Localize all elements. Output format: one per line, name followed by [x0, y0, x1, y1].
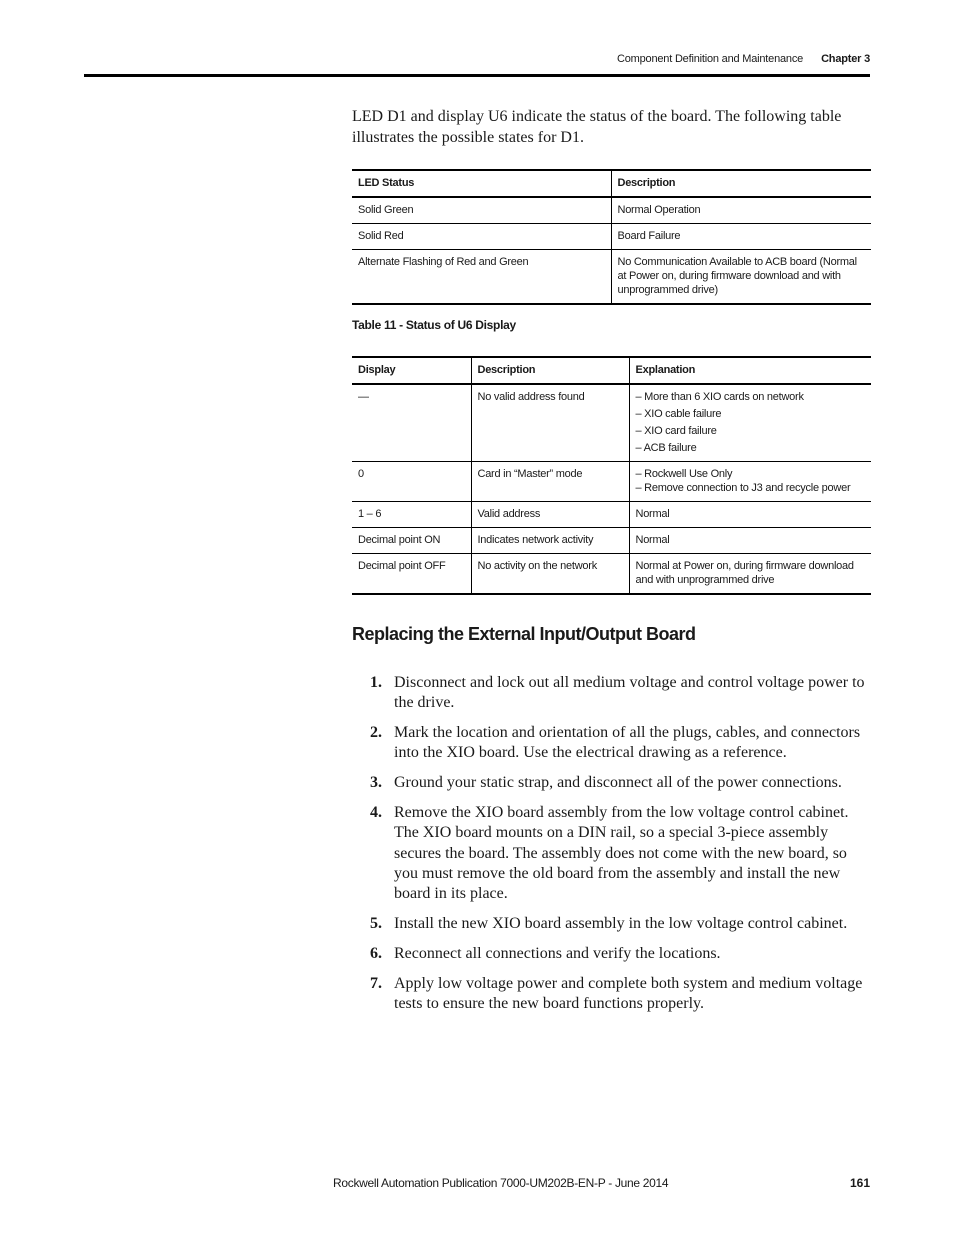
- table-row: [352, 384, 871, 462]
- step-number: 1.: [370, 674, 382, 691]
- description-cell: No valid address found: [471, 384, 629, 462]
- description-cell: Valid address: [471, 502, 629, 528]
- step-text: Install the new XIO board assembly in the low voltage control cabinet.: [394, 914, 848, 932]
- explanation-cell: Normal: [629, 502, 871, 528]
- list-item: [352, 723, 872, 764]
- description-cell: No activity on the network: [471, 554, 629, 595]
- explanation-line: – ACB failure: [635, 442, 697, 454]
- step-number: 2.: [370, 724, 382, 742]
- led-status-cell: Solid Green: [352, 197, 611, 224]
- display-cell: —: [352, 384, 471, 462]
- explanation-line: – Remove connection to J3 and recycle power: [635, 482, 851, 494]
- step-text: Ground your static strap, and disconnect all of the power connections.: [394, 774, 842, 792]
- table-caption: Table 11 - Status of U6 Display: [352, 318, 516, 332]
- step-number: 5.: [370, 914, 382, 932]
- step-number: 4.: [370, 803, 382, 821]
- procedure-steps: [352, 673, 872, 1024]
- explanation-cell: Normal at Power on, during firmware download and with unprogrammed drive: [629, 554, 871, 595]
- page-number: 161: [849, 1176, 870, 1190]
- description-cell: No Communication Available to ACB board (Normal at Power on, during firmware download and with unprogrammed drive): [611, 250, 871, 305]
- step-number: 6.: [370, 944, 382, 962]
- step-text: Disconnect and lock out all medium voltage and control voltage power to the drive.: [394, 674, 865, 712]
- led-status-table: [352, 169, 871, 305]
- step-number: 7.: [370, 974, 382, 992]
- header-section-title: Component Definition and Maintenance: [617, 53, 804, 65]
- explanation-line: – XIO cable failure: [635, 408, 722, 420]
- step-text: Apply low voltage power and complete both system and medium voltage tests to ensure the new board functions properly.: [394, 974, 863, 1012]
- publication-footer: Rockwell Automation Publication 7000-UM202B-EN-P - June 2014: [333, 1176, 669, 1190]
- column-header-explanation: Explanation: [629, 357, 871, 384]
- table-header-row: [352, 357, 871, 384]
- list-item: [352, 673, 872, 714]
- step-text: Remove the XIO board assembly from the low voltage control cabinet. The XIO board mounts on a DIN rail, so a special 3-piece assembly secures the board. The assembly does not come with the new board, so you must remove the old board from the assembly and install the new board in its place.: [394, 803, 849, 903]
- display-cell: Decimal point ON: [352, 528, 471, 554]
- description-cell: Board Failure: [611, 224, 871, 250]
- explanation-line: – More than 6 XIO cards on network: [635, 391, 804, 403]
- header-divider: [84, 74, 870, 77]
- explanation-cell: [629, 384, 871, 462]
- list-item: [352, 944, 872, 964]
- list-item: [352, 974, 872, 1015]
- table-row: [352, 554, 871, 595]
- column-header-description: Description: [611, 170, 871, 197]
- table-row: [352, 224, 871, 250]
- table-header-row: [352, 170, 871, 197]
- table-row: [352, 502, 871, 528]
- column-header-display: Display: [352, 357, 471, 384]
- table-row: [352, 197, 871, 224]
- u6-display-status-table: [352, 356, 871, 595]
- table-row: [352, 462, 871, 502]
- display-cell: 1 – 6: [352, 502, 471, 528]
- header-chapter-label: Chapter 3: [821, 53, 870, 65]
- column-header-led-status: LED Status: [352, 170, 611, 197]
- description-cell: Card in “Master” mode: [471, 462, 629, 502]
- description-cell: Indicates network activity: [471, 528, 629, 554]
- section-heading: Replacing the External Input/Output Board: [352, 624, 696, 644]
- column-header-description: Description: [471, 357, 629, 384]
- list-item: [352, 773, 872, 793]
- explanation-line: – Rockwell Use Only: [635, 468, 733, 480]
- table-row: [352, 528, 871, 554]
- step-text: Reconnect all connections and verify the locations.: [394, 944, 721, 962]
- table-row: [352, 250, 871, 305]
- list-item: [352, 914, 872, 934]
- explanation-line: – XIO card failure: [635, 425, 717, 437]
- led-status-cell: Alternate Flashing of Red and Green: [352, 250, 611, 305]
- display-cell: Decimal point OFF: [352, 554, 471, 595]
- list-item: [352, 803, 872, 904]
- running-header: [617, 53, 870, 65]
- description-cell: Normal Operation: [611, 197, 871, 224]
- explanation-cell: Normal: [629, 528, 871, 554]
- led-status-cell: Solid Red: [352, 224, 611, 250]
- step-number: 3.: [370, 774, 382, 792]
- explanation-cell: [629, 462, 871, 502]
- intro-paragraph: LED D1 and display U6 indicate the status of the board. The following table illustrates the possible states for D1.: [352, 108, 842, 146]
- step-text: Mark the location and orientation of all the plugs, cables, and connectors into the XIO board. Use the electrical drawing as a reference.: [394, 724, 861, 762]
- display-cell: 0: [352, 462, 471, 502]
